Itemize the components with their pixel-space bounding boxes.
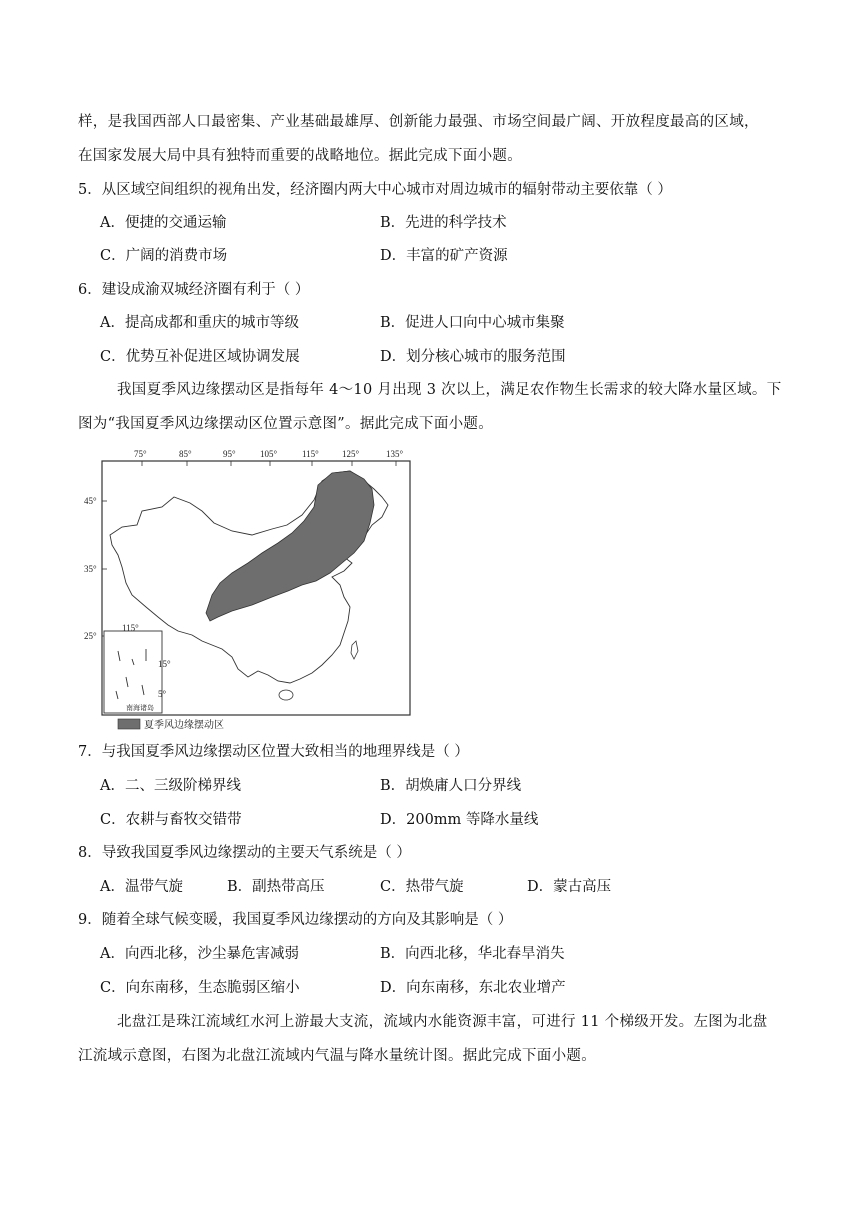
legend-swatch <box>118 719 140 729</box>
lat-label-45: 45° <box>84 496 97 506</box>
monsoon-zone-map <box>82 445 412 735</box>
q5-option-b: B．先进的科学技术 <box>380 215 507 231</box>
lat-label-25: 25° <box>84 631 97 641</box>
q7-option-a: A．二、三级阶梯界线 <box>100 778 241 794</box>
lon-label-125: 125° <box>342 449 360 459</box>
q9-option-b: B．向西北移，华北春旱消失 <box>380 946 565 962</box>
q9-option-a: A．向西北移，沙尘暴危害减弱 <box>100 946 299 962</box>
q5-option-c: C．广阔的消费市场 <box>100 248 228 264</box>
intro2-line1: 我国夏季风边缘摆动区是指每年 4～10 月出现 3 次以上，满足农作物生长需求的较大降水量区域。下 <box>117 382 782 398</box>
lat-label-35: 35° <box>84 564 97 574</box>
q8-option-b: B．副热带高压 <box>227 879 325 895</box>
q5-option-d: D．丰富的矿产资源 <box>380 248 508 264</box>
inset-lat1-label: 15° <box>158 659 171 669</box>
q8-option-a: A．温带气旋 <box>100 879 183 895</box>
q7-option-d: D．200mm 等降水量线 <box>380 812 539 828</box>
intro1-line2: 在国家发展大局中具有独特而重要的战略地位。据此完成下面小题。 <box>78 148 522 164</box>
question-7: 7．与我国夏季风边缘摆动区位置大致相当的地理界线是（ ） <box>78 744 469 760</box>
q6-option-a: A．提高成都和重庆的城市等级 <box>100 315 299 331</box>
south-sea-inset <box>104 631 162 713</box>
inset-lat2-label: 5° <box>158 689 167 699</box>
lon-label-105: 105° <box>260 449 278 459</box>
q8-option-d: D．蒙古高压 <box>527 879 612 895</box>
hainan-island <box>279 690 293 700</box>
lon-label-75: 75° <box>134 449 147 459</box>
q6-option-c: C．优势互补促进区域协调发展 <box>100 349 300 365</box>
inset-lon-label: 115° <box>122 623 139 633</box>
legend-label: 夏季风边缘摆动区 <box>144 720 224 731</box>
q6-option-b: B．促进人口向中心城市集聚 <box>380 315 565 331</box>
q6-option-d: D．划分核心城市的服务范围 <box>380 349 566 365</box>
q7-option-b: B．胡焕庸人口分界线 <box>380 778 522 794</box>
intro2-line2: 图为“我国夏季风边缘摆动区位置示意图”。据此完成下面小题。 <box>78 416 494 432</box>
lon-label-95: 95° <box>223 449 236 459</box>
q5-option-a: A．便捷的交通运输 <box>100 215 227 231</box>
question-5: 5．从区域空间组织的视角出发，经济圈内两大中心城市对周边城市的辐射带动主要依靠（ ） <box>78 182 672 198</box>
question-8: 8．导致我国夏季风边缘摆动的主要天气系统是（ ） <box>78 845 411 861</box>
inset-name: 南海诸岛 <box>126 704 154 712</box>
lon-label-135: 135° <box>386 449 404 459</box>
question-9: 9．随着全球气候变暖，我国夏季风边缘摆动的方向及其影响是（ ） <box>78 912 513 928</box>
q8-option-c: C．热带气旋 <box>380 879 464 895</box>
intro3-line1: 北盘江是珠江流域红水河上游最大支流，流域内水能资源丰富，可进行 11 个梯级开发。左图为北盘 <box>117 1014 768 1030</box>
q9-option-d: D．向东南移，东北农业增产 <box>380 980 566 996</box>
q9-option-c: C．向东南移，生态脆弱区缩小 <box>100 980 300 996</box>
intro1-line1: 样，是我国西部人口最密集、产业基础最雄厚、创新能力最强、市场空间最广阔、开放程度最高的区域， <box>78 114 759 130</box>
question-6: 6．建设成渝双城经济圈有利于（ ） <box>78 282 310 298</box>
lon-label-115: 115° <box>302 449 319 459</box>
intro3-line2: 江流域示意图，右图为北盘江流域内气温与降水量统计图。据此完成下面小题。 <box>78 1048 596 1064</box>
q7-option-c: C．农耕与畜牧交错带 <box>100 812 242 828</box>
lon-label-85: 85° <box>179 449 192 459</box>
